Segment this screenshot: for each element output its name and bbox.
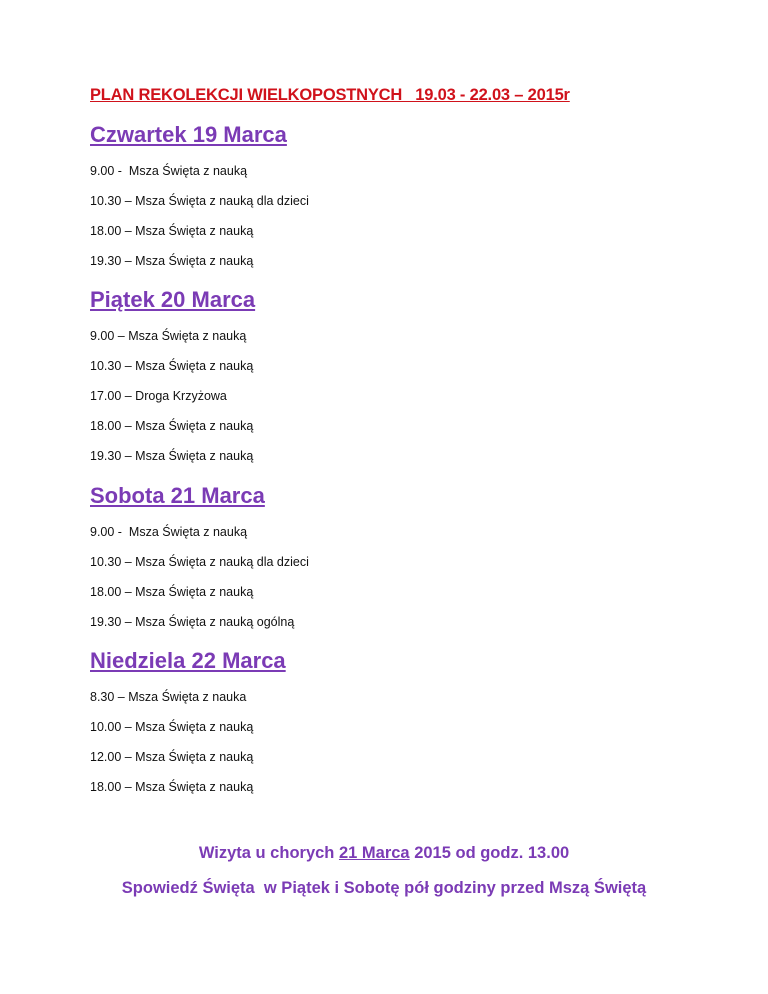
day-heading: Niedziela 22 Marca — [90, 648, 286, 673]
schedule-list — [90, 524, 309, 644]
day-heading: Czwartek 19 Marca — [90, 122, 287, 147]
day-section-thursday — [90, 122, 309, 283]
schedule-entry: 19.30 – Msza Święta z nauką — [90, 254, 254, 268]
schedule-entry: 18.00 – Msza Święta z nauką — [90, 780, 254, 794]
day-section-sunday — [90, 648, 286, 809]
day-section-saturday — [90, 483, 309, 644]
confession-note: Spowiedź Święta w Piątek i Sobotę pół godziny przed Mszą Świętą — [121, 879, 647, 897]
schedule-entry: 10.30 – Msza Święta z nauką — [90, 359, 254, 373]
schedule-entry: 18.00 – Msza Święta z nauką — [90, 224, 254, 238]
day-heading: Piątek 20 Marca — [90, 287, 256, 312]
schedule-entry: 9.00 – Msza Święta z nauką — [90, 329, 247, 343]
schedule-entry: 10.30 – Msza Święta z nauką dla dzieci — [90, 194, 309, 208]
day-section-friday — [90, 287, 255, 478]
schedule-entry: 10.00 – Msza Święta z nauką — [90, 720, 254, 734]
schedule-entry: 19.30 – Msza Święta z nauką — [90, 449, 254, 463]
schedule-entry: 17.00 – Droga Krzyżowa — [90, 389, 227, 403]
schedule-entry: 12.00 – Msza Święta z nauką — [90, 750, 254, 764]
schedule-list — [90, 689, 286, 809]
schedule-entry: 8.30 – Msza Święta z nauka — [90, 690, 247, 704]
schedule-entry: 19.30 – Msza Święta z nauką ogólną — [90, 615, 295, 629]
sick-visit-date: 21 Marca — [338, 844, 410, 862]
schedule-entry: 10.30 – Msza Święta z nauką dla dzieci — [90, 555, 309, 569]
day-heading: Sobota 21 Marca — [90, 483, 265, 508]
schedule-list — [90, 163, 309, 283]
schedule-entry: 18.00 – Msza Święta z nauką — [90, 585, 254, 599]
schedule-list — [90, 328, 255, 478]
document-title: PLAN REKOLEKCJI WIELKOPOSTNYCH 19.03 - 22.03 – 2015r — [90, 86, 570, 104]
sick-visit-time: 2015 od godz. 13.00 — [409, 844, 570, 862]
schedule-entry: 18.00 – Msza Święta z nauką — [90, 419, 254, 433]
sick-visit-text: Wizyta u chorych — [198, 844, 339, 862]
schedule-entry: 9.00 - Msza Święta z nauką — [90, 525, 248, 539]
sick-visit-note — [0, 844, 768, 863]
schedule-entry: 9.00 - Msza Święta z nauką — [90, 164, 248, 178]
